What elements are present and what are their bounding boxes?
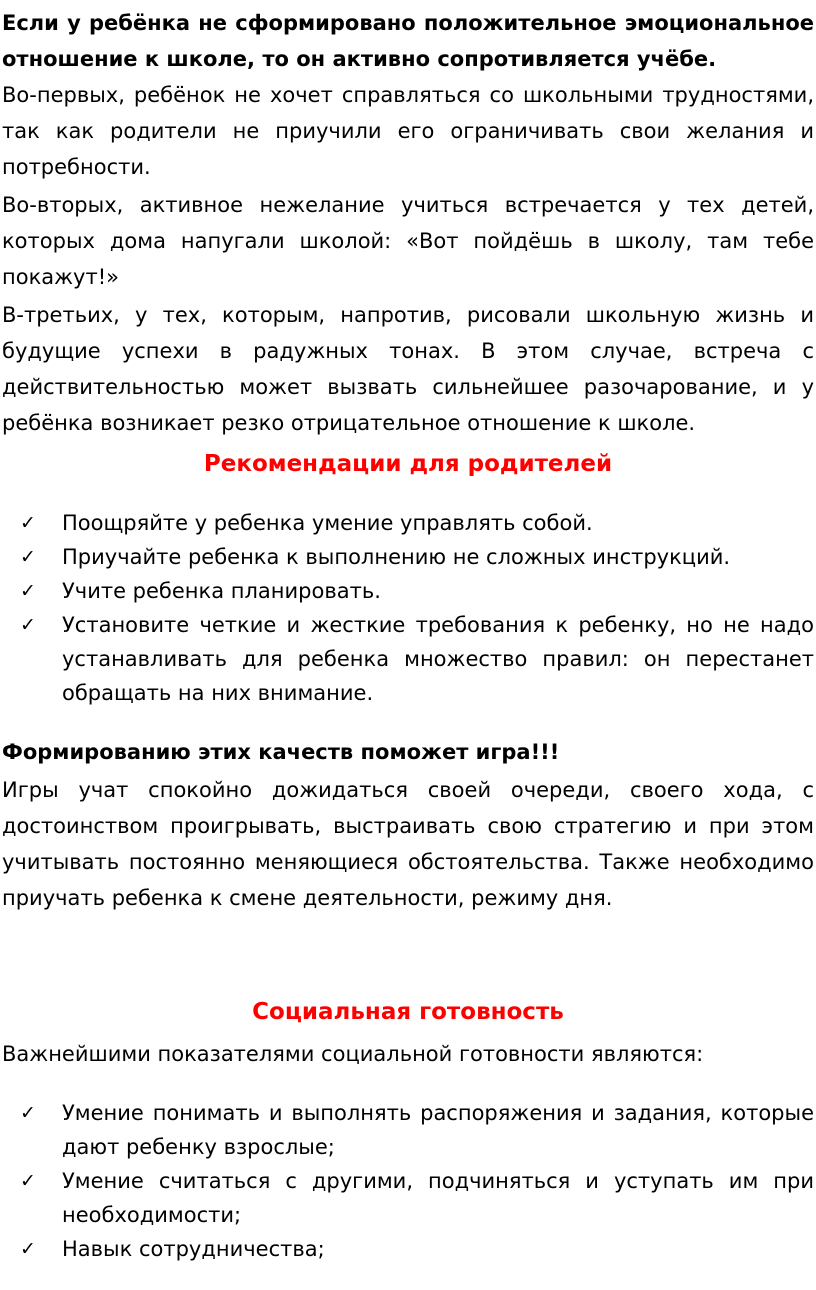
list-item-text: Умение понимать и выполнять распоряжения и задания, которые дают ребенку взрослые; (62, 1101, 814, 1159)
list-item-text: Навык сотрудничества; (62, 1237, 325, 1261)
list-item (0, 506, 814, 540)
list-item-text: Учите ребенка планировать. (62, 579, 381, 603)
recommendations-heading: Рекомендации для родителей (203, 451, 613, 477)
list-item (0, 1096, 814, 1164)
list-item-text: Умение считаться с другими, подчиняться и уступать им при необходимости; (62, 1169, 814, 1227)
list-item-text: Поощряйте у ребенка умение управлять собой. (62, 511, 593, 535)
social-intro: Важнейшими показателями социальной готовности являются: (2, 1042, 704, 1066)
checkmark-icon: ✓ (20, 580, 36, 602)
checkmark-icon: ✓ (20, 1170, 36, 1192)
checkmark-icon: ✓ (20, 546, 36, 568)
list-item-text: Установите четкие и жесткие требования к ребенку, но не надо устанавливать для ребенка множество правил: он перестанет обращать на них внимание. (62, 613, 814, 705)
social-list (0, 1096, 814, 1266)
list-item (0, 608, 814, 710)
list-item (0, 1164, 814, 1232)
intro-paragraph-1: Во-первых, ребёнок не хочет справляться со школьными трудностями, так как родители не приучили его ограничивать свои желания и потребности. (2, 83, 814, 179)
checkmark-icon: ✓ (20, 1238, 36, 1260)
recommendations-list (0, 506, 814, 710)
checkmark-icon: ✓ (20, 512, 36, 534)
social-heading: Социальная готовность (252, 999, 564, 1025)
intro-paragraph-2: Во-вторых, активное нежелание учиться встречается у тех детей, которых дома напугали школой: «Вот пойдёшь в школу, там тебе покажут!» (2, 193, 814, 289)
list-item (0, 1232, 814, 1266)
games-heading: Формированию этих качеств поможет игра!!! (2, 740, 560, 764)
list-item (0, 574, 814, 608)
intro-bold-statement: Если у ребёнка не сформировано положительное эмоциональное отношение к школе, то он активно сопротивляется учёбе. (2, 11, 814, 71)
list-item (0, 540, 814, 574)
checkmark-icon: ✓ (20, 614, 36, 636)
games-paragraph: Игры учат спокойно дожидаться своей очереди, своего хода, с достоинством проигрывать, выстраивать свою стратегию и при этом учитывать постоянно меняющиеся обстоятельства. Также необходимо приучать ребенка к смене деятельности, режиму дня. (2, 778, 814, 910)
list-item-text: Приучайте ребенка к выполнению не сложных инструкций. (62, 545, 731, 569)
intro-paragraph-3: В-третьих, у тех, которым, напротив, рисовали школьную жизнь и будущие успехи в радужных тонах. В этом случае, встреча с действительностью может вызвать сильнейшее разочарование, и у ребёнка возникает резко отрицательное отношение к школе. (2, 303, 814, 435)
checkmark-icon: ✓ (20, 1102, 36, 1124)
